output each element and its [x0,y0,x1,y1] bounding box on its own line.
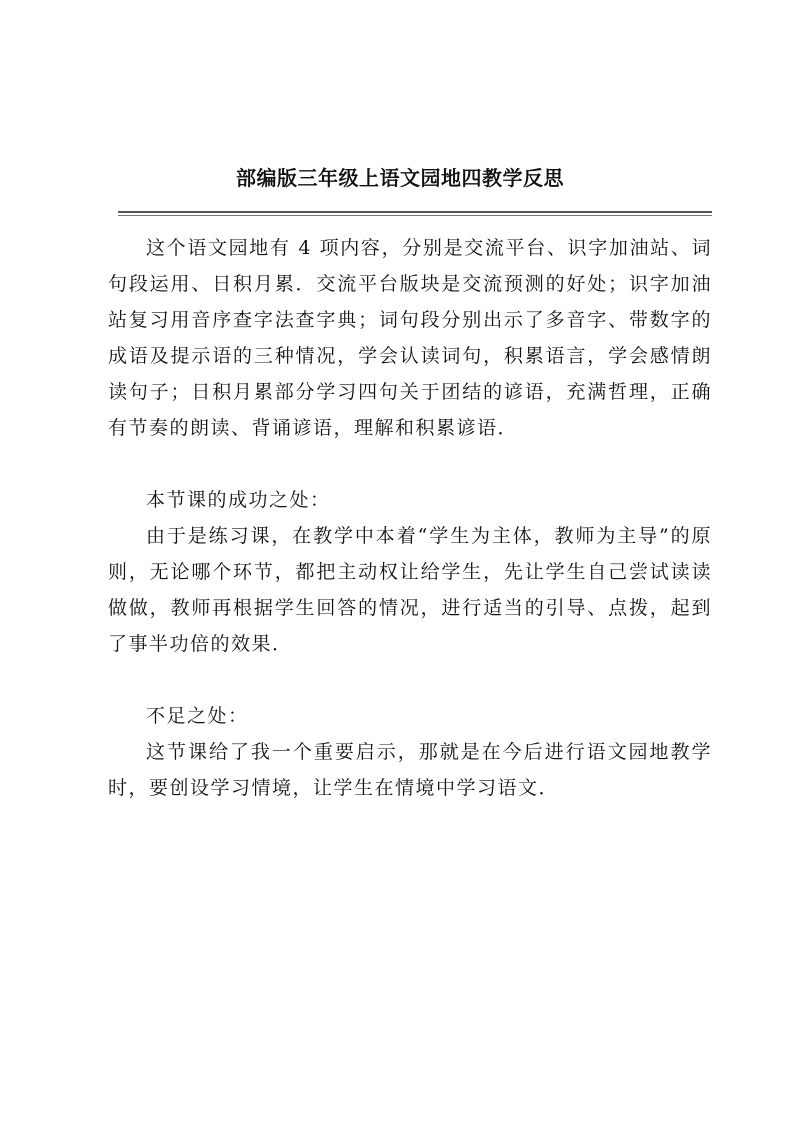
document-body [108,230,712,806]
shortcoming-paragraph: 这节课给了我一个重要启示，那就是在今后进行语文园地教学时，要创设学习情境，让学生在情境中学习语文． [108,741,712,799]
document-title: 部编版三年级上语文园地四教学反思 [236,166,564,190]
intro-paragraph: 这个语文园地有 4 项内容，分别是交流平台、识字加油站、词句段运用、日积月累．交流平台版块是交流预测的好处；识字加油站复习用音序查字法查字典；词句段分别出示了多音字、带数字的成语及提示语的三种情况，学会认读词句，积累语言，学会感情朗读句子；日积月累部分学习四句关于团结的谚语，充满哲理，正确有节奏的朗读、背诵谚语，理解和积累谚语． [108,237,712,439]
success-paragraph: 由于是练习课，在教学中本着“学生为主体，教师为主导”的原则，无论哪个环节，都把主动权让给学生，先让学生自己尝试读读做做，教师再根据学生回答的情况，进行适当的引导、点拨，起到了事半功倍的效果． [108,525,712,655]
paragraph-gap [108,446,712,482]
title-underline-thick [118,211,712,213]
title-underline-thin [118,215,712,216]
shortcoming-heading: 不足之处： [146,705,249,727]
paragraph-gap [108,662,712,698]
success-heading: 本节课的成功之处： [146,489,331,511]
